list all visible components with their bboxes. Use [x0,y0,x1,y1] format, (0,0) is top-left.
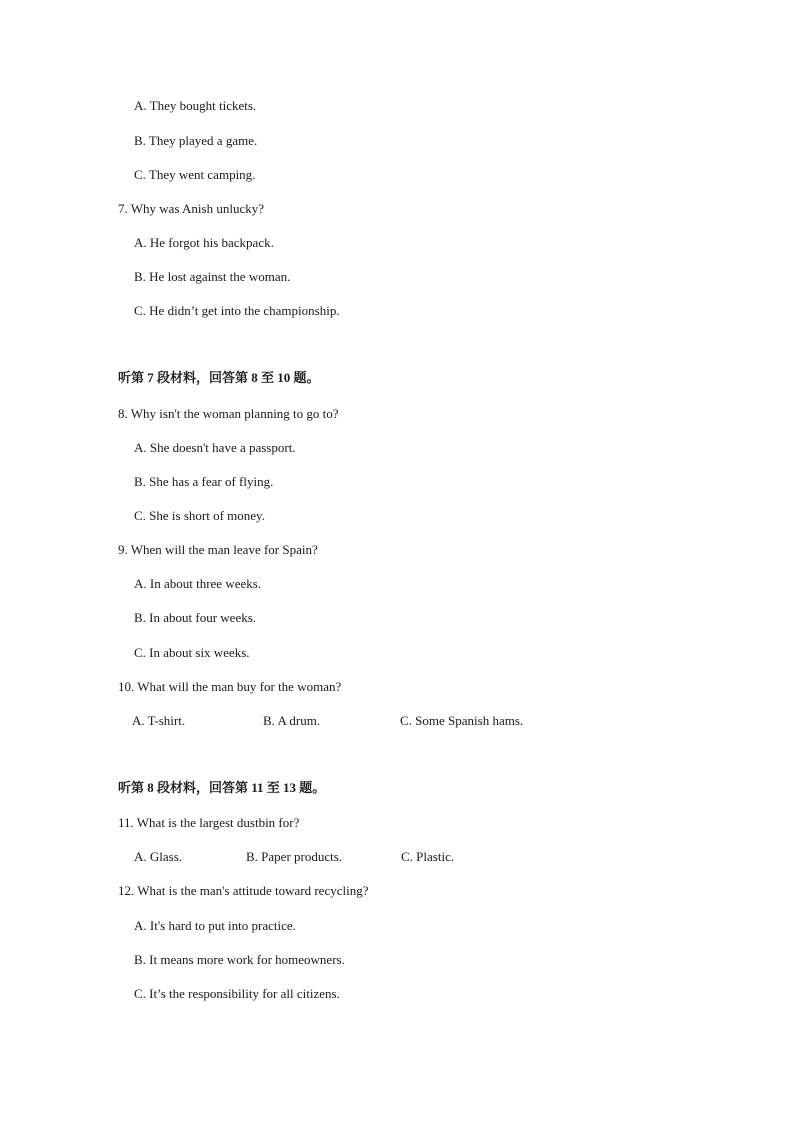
q12-option-b: B. It means more work for homeowners. [134,952,345,967]
q7-option-a: A. He forgot his backpack. [134,235,274,250]
q9-option-b: B. In about four weeks. [134,610,257,625]
q12-question: 12. What is the man's attitude toward recycling? [118,883,369,898]
q9-question: 9. When will the man leave for Spain? [118,542,318,557]
q8-question: 8. Why isn't the woman planning to go to? [118,406,339,421]
q7-question: 7. Why was Anish unlucky? [118,201,264,216]
q9-option-a: A. In about three weeks. [134,576,262,591]
q12-option-c: C. It’s the responsibility for all citizens. [134,986,340,1001]
q11-question: 11. What is the largest dustbin for? [118,815,300,830]
q11-option-c: C. Plastic. [401,849,455,864]
q7-option-b: B. He lost against the woman. [134,269,291,284]
q10-option-a: A. T-shirt. [132,713,186,728]
section-8-heading: 听第 8 段材料，回答第 11 至 13 题。 [118,780,326,795]
q8-option-c: C. She is short of money. [134,508,265,523]
q6-option-c: C. They went camping. [134,167,256,182]
q8-option-b: B. She has a fear of flying. [134,474,274,489]
q10-option-c: C. Some Spanish hams. [400,713,524,728]
q7-option-c: C. He didn’t get into the championship. [134,303,340,318]
q10-question: 10. What will the man buy for the woman? [118,679,342,694]
q6-option-b: B. They played a game. [134,133,258,148]
q11-option-b: B. Paper products. [246,849,343,864]
q10-option-b: B. A drum. [263,713,321,728]
section-7-heading: 听第 7 段材料，回答第 8 至 10 题。 [118,370,320,385]
q12-option-a: A. It's hard to put into practice. [134,918,296,933]
q8-option-a: A. She doesn't have a passport. [134,440,296,455]
q11-option-a: A. Glass. [134,849,183,864]
q9-option-c: C. In about six weeks. [134,645,250,660]
q6-option-a: A. They bought tickets. [134,98,257,113]
